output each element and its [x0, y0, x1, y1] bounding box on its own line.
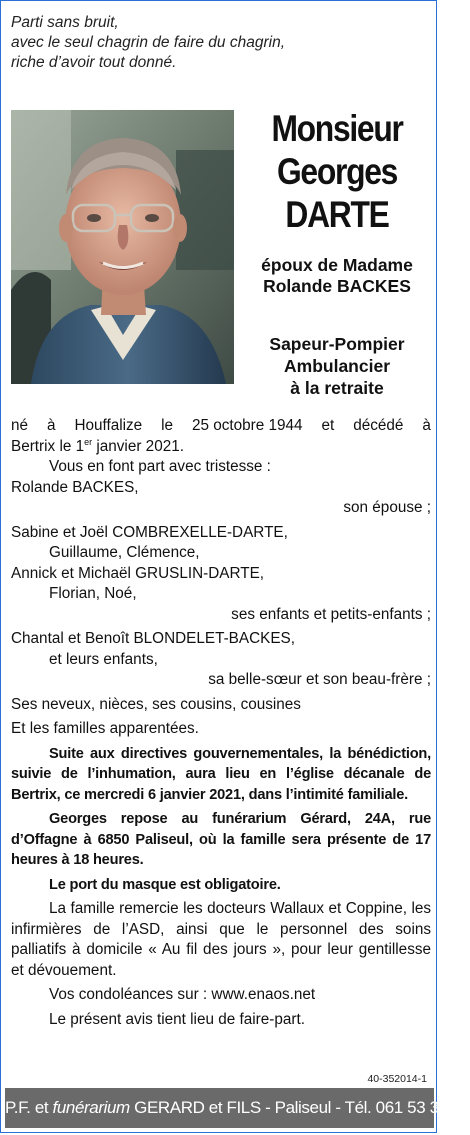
family-member: Florian, Noé, — [49, 585, 137, 602]
portrait-photo — [11, 110, 234, 384]
spouse-info — [239, 255, 435, 297]
announcement-intro: Vous en font part avec tristesse : — [49, 458, 271, 475]
name-title: Monsieur — [271, 108, 403, 149]
name-first: Georges — [276, 151, 398, 192]
profession-line: Ambulancier — [284, 356, 390, 376]
family-role: son épouse ; — [343, 499, 431, 516]
rest-paragraph: Georges repose au funérarium Gérard, 24A, rue d’Offagne à 6850 Paliseul, où la famille sera présente de 17 heures à 18 heures. — [11, 811, 431, 868]
epigraph-line: Parti sans bruit, — [11, 14, 119, 31]
funeral-home-banner: P.F. et funérarium GERARD et FILS - Paliseul - Tél. 061 53 32 84 — [5, 1088, 434, 1128]
portrait-illustration — [11, 110, 234, 384]
epigraph — [11, 13, 431, 73]
name-last: DARTE — [285, 194, 389, 235]
deceased-name — [239, 107, 435, 236]
family-member: Guillaume, Clémence, — [49, 544, 200, 561]
spouse-line: époux de Madame — [261, 255, 413, 275]
notice-line: Le présent avis tient lieu de faire-part. — [49, 1010, 305, 1028]
family-member: Rolande BACKES, — [11, 478, 139, 496]
notice-body — [11, 416, 431, 1030]
family-member: Sabine et Joël COMBREXELLE-DARTE, — [11, 523, 288, 541]
epigraph-line: avec le seul chagrin de faire du chagrin, — [11, 34, 285, 51]
family-member: et leurs enfants, — [49, 650, 158, 668]
condolences-line: Vos condoléances sur : www.enaos.net — [49, 986, 316, 1003]
family-member: Chantal et Benoît BLONDELET-BACKES, — [11, 630, 295, 647]
profession — [239, 333, 435, 399]
reference-number: 40-352014-1 — [367, 1073, 427, 1085]
spouse-line: Rolande BACKES — [263, 276, 411, 296]
family-member: Annick et Michaël GRUSLIN-DARTE, — [11, 564, 265, 582]
family-member: Ses neveux, nièces, ses cousins, cousines — [11, 695, 301, 713]
profession-line: à la retraite — [290, 378, 384, 398]
epigraph-line: riche d’avoir tout donné. — [11, 54, 177, 71]
family-role: ses enfants et petits-enfants ; — [231, 605, 431, 623]
birth-line: né à Houffalize le 25 octobre 1944 et décédé à — [11, 417, 431, 434]
profession-line: Sapeur-Pompier — [269, 334, 405, 354]
thanks-paragraph: La famille remercie les docteurs Wallaux et Coppine, les infirmières de l’ASD, ainsi que le personnel des soins palliatifs à domicile « Au fil des jours », pour leur gentillesse et dévouement. — [11, 900, 431, 979]
family-member: Et les familles apparentées. — [11, 720, 199, 737]
mask-notice: Le port du masque est obligatoire. — [49, 876, 281, 893]
death-line: Bertrix le 1er janvier 2021. — [11, 436, 184, 455]
family-role: sa belle-sœur et son beau-frère ; — [208, 671, 431, 688]
ceremony-paragraph: Suite aux directives gouvernementales, la bénédiction, suivie de l’inhumation, aura lieu en l’église décanale de Bertrix, ce mercredi 6 janvier 2021, dans l’intimité familiale. — [11, 745, 431, 803]
